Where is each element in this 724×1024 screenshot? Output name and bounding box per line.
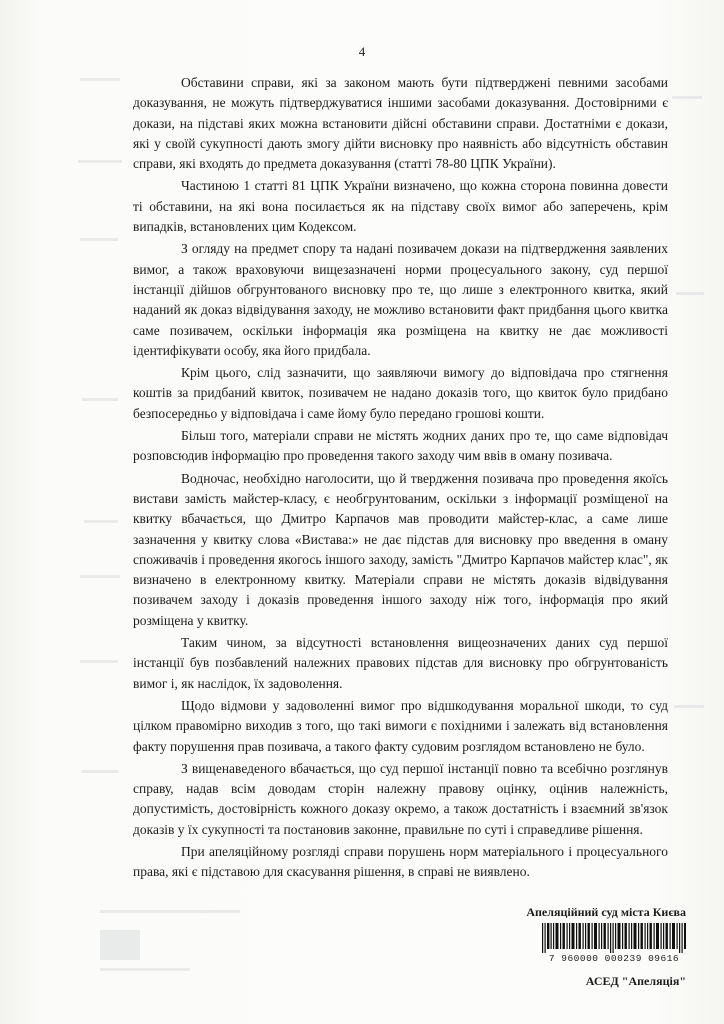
paragraph: Частиною 1 статті 81 ЦПК України визначено, що кожна сторона повинна довести ті обставини, на які вона посилається як на підставу своїх вимог або заперечень, крім випадків, встановлених цим Кодексом. bbox=[133, 178, 668, 235]
paragraph: З огляду на предмет спору та надані позивачем докази на підтвердження заявлених вимог, а також враховуючи вищезазначені норми процесуального закону, суд першої інстанції дійшов обгрунтованого висновку про те, що лише з електронного квитка, який наданий як доказ відвідування заходу, не можливо встановити факт придбання цього квитка саме позивачем, оскільки інформація яка розміщена на квитку не дає можливості ідентифікувати особу, яка його придбала. bbox=[133, 241, 668, 358]
page-number: 4 bbox=[358, 44, 366, 59]
barcode-block bbox=[540, 923, 688, 964]
paragraph: Обставини справи, які за законом мають бути підтверджені певними засобами доказування, не можуть підтверджуватися іншими засобами доказування. Достовірними є докази, на підставі яких можна встановити дійсні обставини справи. Достатніми є докази, які у своїй сукупності дають змогу дійти висновку про наявність або відсутність обставин справи, які входять до предмета доказування (статті 78-80 ЦПК України). bbox=[133, 75, 668, 172]
barcode-number: 7 960000 000239 09616 bbox=[548, 953, 680, 964]
paragraph: Водночас, необхідно наголосити, що й твердження позивача про проведення якоїсь вистави замість майстер-класу, є необгрунтованим, оскільки з інформації розміщеної на квитку вбачається, що Дмитро Карпачов мав проводити майстер-клас, а саме лише зазначення у квитку слова «Вистава:» не дає підстав для висновку про введення в оману споживачів і проведення якогось іншого заходу, замість "Дмитро Карпачов майстер клас", як визначено в електронному квитку. Матеріали справи не містять доказів відвідування позивачем заходу і доказів проведення іншого заходу ніж того, інформація про який розміщена у квитку. bbox=[133, 470, 668, 628]
paragraph: Щодо відмови у задоволенні вимог про відшкодування моральної шкоди, то суд цілком правомірно виходив з того, що такі вимоги є похідними і залежать від встановлення факту порушення прав позивача, а такого факту судовим розглядом встановлено не було. bbox=[133, 697, 668, 754]
paragraph: Крім цього, слід зазначити, що заявляючи вимогу до відповідача про стягнення коштів за придбаний квиток, позивачем не надано доказів того, що квиток було придбано безпосередньо у відповідача і саме йому було передано грошові кошти. bbox=[133, 365, 668, 421]
court-name: Апеляційний суд міста Києва bbox=[526, 905, 686, 919]
paragraph: При апеляційному розгляді справи порушень норм матеріального і процесуального права, які є підставою для скасування рішення, в справі не виявлено. bbox=[133, 843, 668, 880]
document-body bbox=[133, 73, 668, 883]
system-label: АСЕД "Апеляція" bbox=[585, 974, 686, 988]
barcode-image bbox=[540, 923, 688, 953]
paragraph: Більш того, матеріали справи не містять жодних даних про те, що саме відповідач розповсюдив інформацію про проведення такого заходу чим ввів в оману позивача. bbox=[133, 428, 668, 464]
paragraph: З вищенаведеного вбачається, що суд першої інстанції повно та всебічно розглянув справу, надав всім доводам сторін належну правову оцінку, оцінив належність, допустимість, достовірність кожного доказу окремо, а також достатність і взаємний зв'язок доказів у їх сукупності та постановив законне, правильне по суті і справедливе рішення. bbox=[133, 760, 668, 837]
paragraph: Таким чином, за відсутності встановлення вищеозначених даних суд першої інстанції був позбавлений належних правових підстав для висновку про обгрунтованість вимог і, як наслідок, їх задоволення. bbox=[133, 635, 668, 691]
